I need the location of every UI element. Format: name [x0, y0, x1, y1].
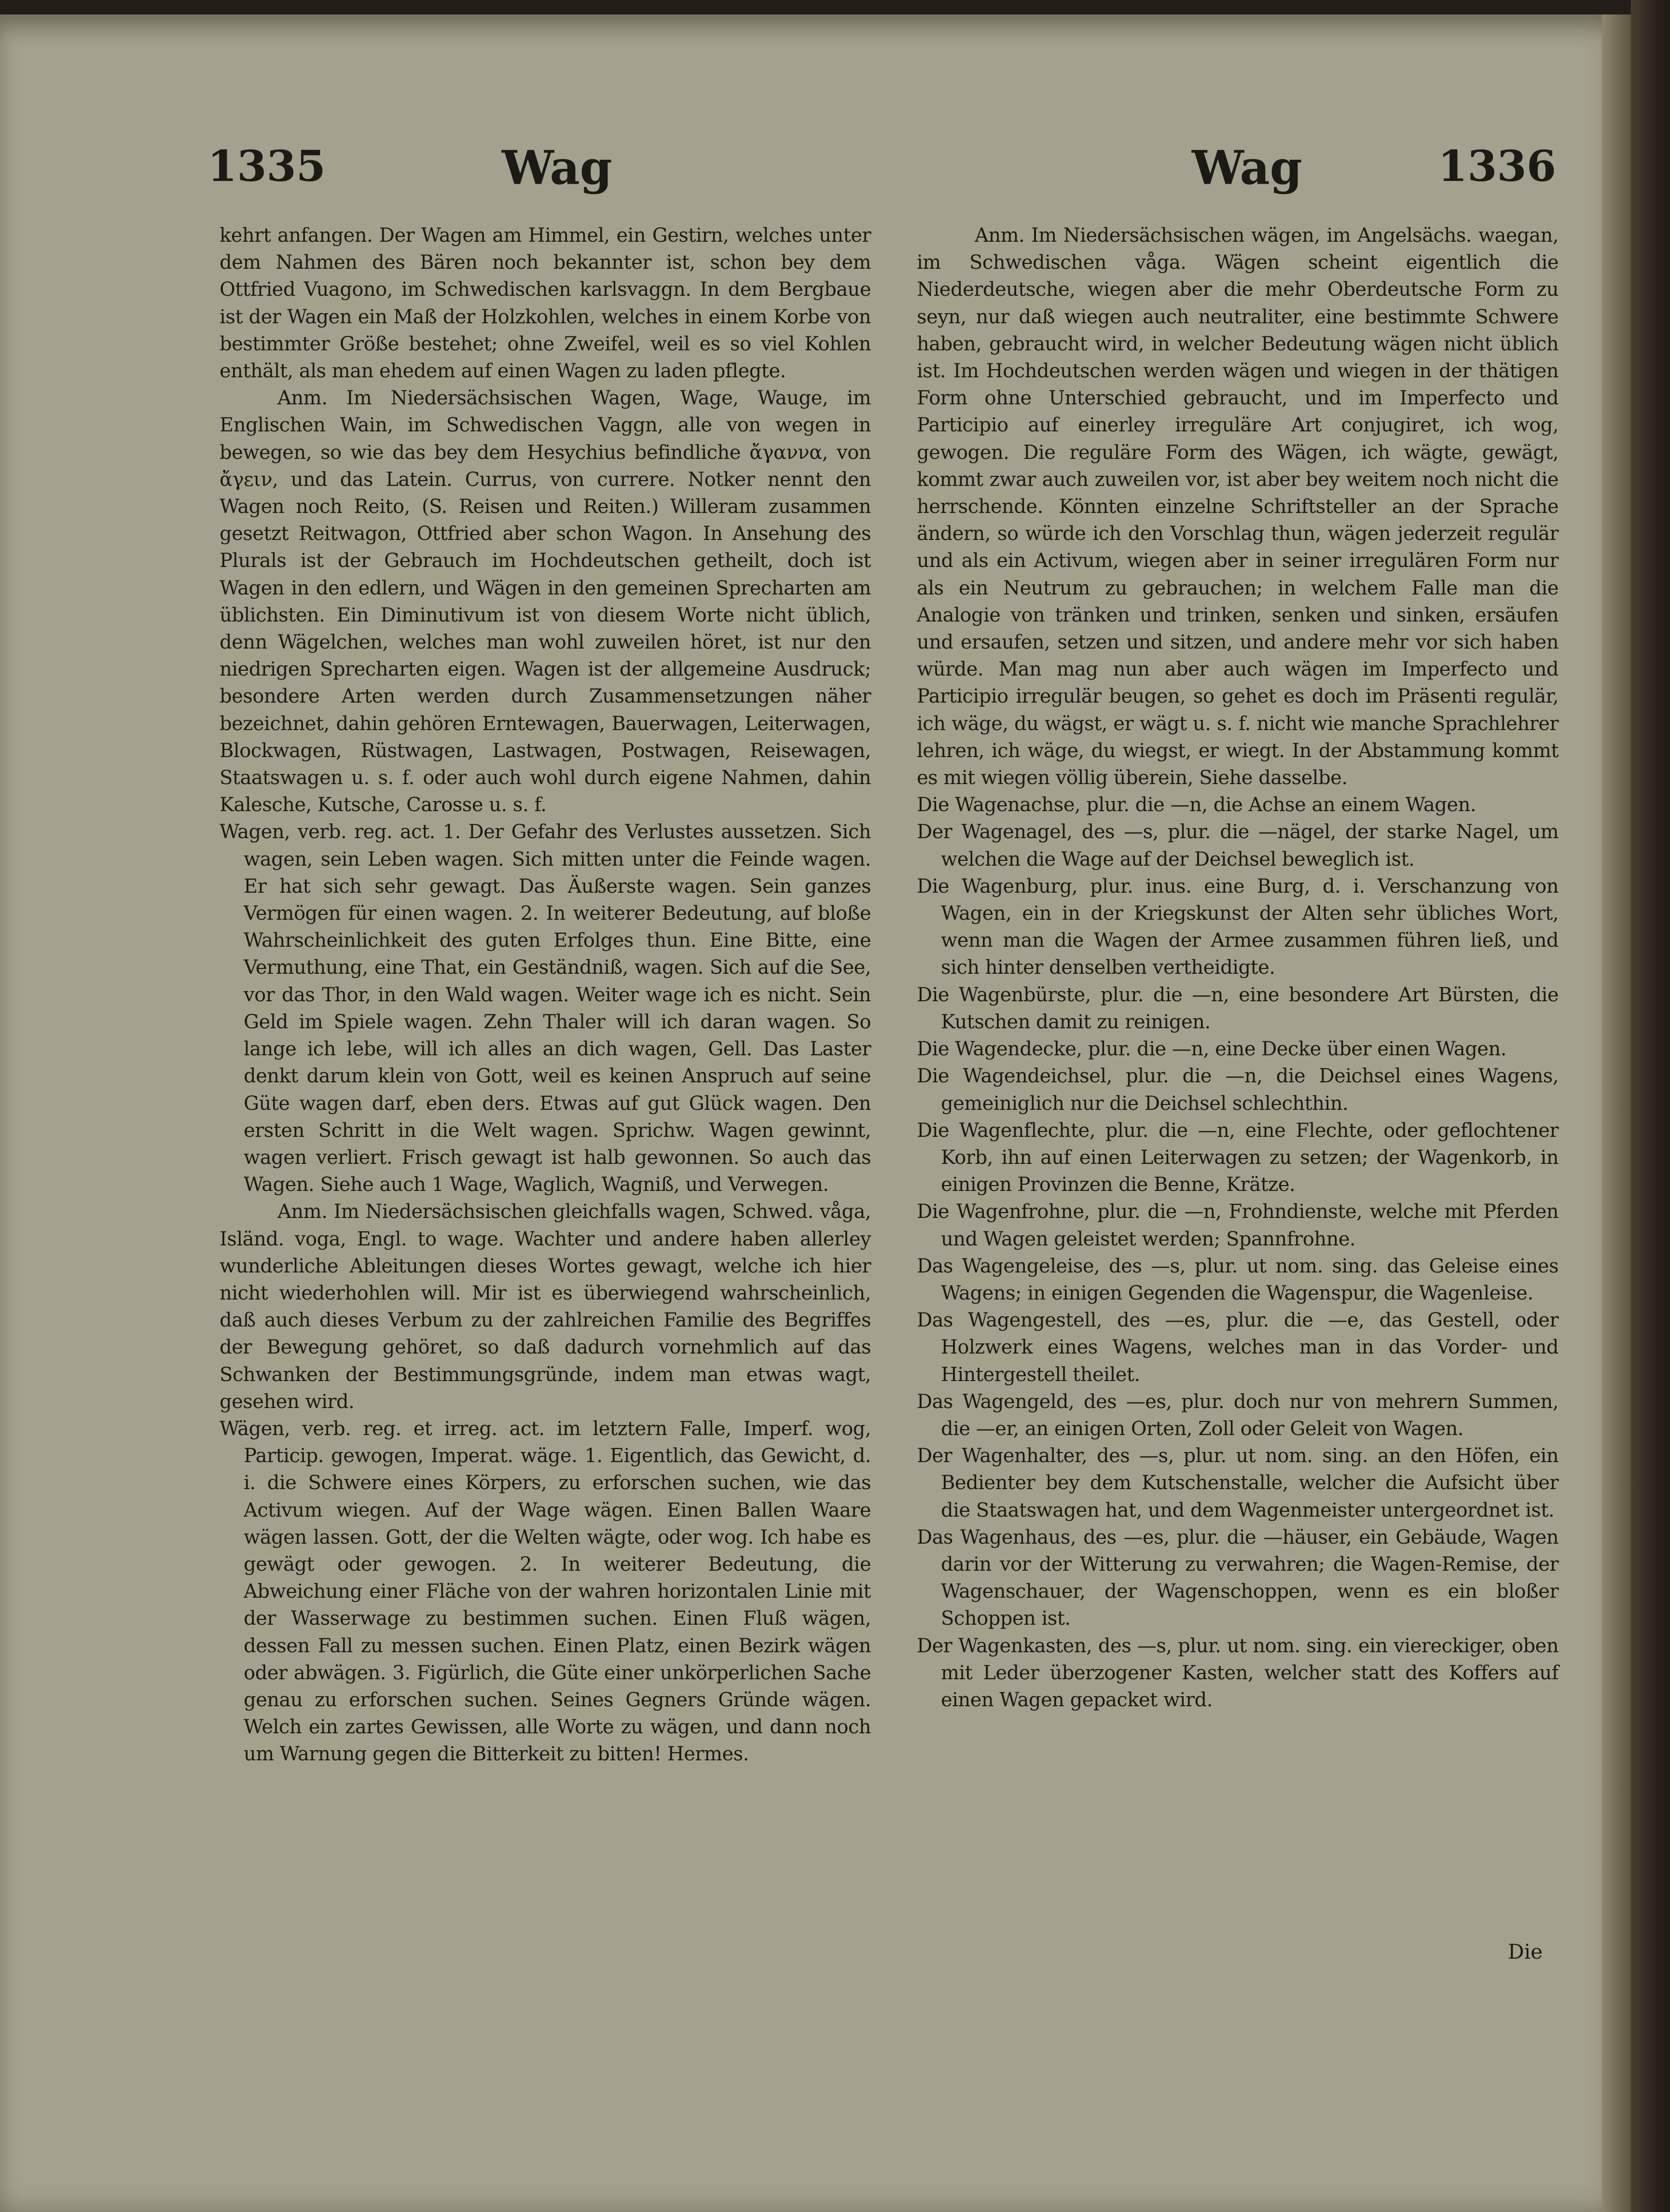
note-wagen-verb: Anm. Im Niedersächsischen gleichfalls wagen, Schwed. våga, Isländ. voga, Engl. to wage. Wachter und andere haben allerley wunderliche Ableitungen dieses Wortes gewagt, welche ich hier nicht wiederhohlen will. Mir ist es überwiegend wahrscheinlich, daß auch dieses Verbum zu der zahlreichen Familie des Begriffes der Bewegung gehöret, so daß dadurch vornehmlich auf das Schwanken der Bestimmungsgründe, indem man etwas wagt, gesehen wird.	[220, 1201, 871, 1413]
page-number-left: 1335	[207, 141, 326, 191]
note-wagen-etymology: Anm. Im Niedersächsischen Wagen, Wage, Wauge, im Englischen Wain, im Schwedischen Vaggn, alle von wegen in bewegen, so wie das bey dem Hesychius befindliche ἄγαννα, von ἄγειν, und das Latein. Currus, von currere. Notker nennt den Wagen noch Reito, (S. Reisen und Reiten.) Willeram zusammen gesetzt Reitwagon, Ottfried aber schon Wagon. In Ansehung des Plurals ist der Gebrauch im Hochdeutschen getheilt, doch ist Wagen in den edlern, und Wägen in den gemeinen Sprecharten am üblichsten. Ein Diminutivum ist von diesem Worte nicht üblich, denn Wägelchen, welches man wohl zuweilen höret, ist nur den niedrigen Sprecharten eigen. Wagen ist der allgemeine Ausdruck; besondere Arten werden durch Zusammensetzungen näher bezeichnet, dahin gehören Erntewagen, Bauerwagen, Leiterwagen, Blockwagen, Rüstwagen, Lastwagen, Postwagen, Reisewagen, Staatswagen u. s. f. oder auch wohl durch eigene Nahmen, dahin Kalesche, Kutsche, Carosse u. s. f.	[220, 387, 871, 816]
page-number-right: 1336	[1438, 141, 1556, 191]
running-head-right: Wag	[1192, 140, 1302, 195]
entry-wagenhalter: Der Wagenhalter, des —s, plur. ut nom. sing. an den Höfen, ein Bedienter bey dem Kutschenstalle, welcher die Aufsicht über die Staatswagen hat, und dem Wagenmeister untergeordnet ist.	[917, 1445, 1559, 1521]
entry-wagenhaus: Das Wagenhaus, des —es, plur. die —häuser, ein Gebäude, Wagen darin vor der Witterung zu verwahren; die Wagen-Remise, der Wagenschauer, der Wagenschoppen, wenn es ein bloßer Schoppen ist.	[917, 1526, 1559, 1630]
entry-waegen-verb: Wägen, verb. reg. et irreg. act. im letztern Falle, Imperf. wog, Particip. gewogen, Imperat. wäge. 1. Eigentlich, das Gewicht, d. i. die Schwere eines Körpers, zu erforschen suchen, wie das Activum wiegen. Auf der Wage wägen. Einen Ballen Waare wägen lassen. Gott, der die Welten wägte, oder wog. Ich habe es gewägt oder gewogen. 2. In weiterer Bedeutung, die Abweichung einer Fläche von der wahren horizontalen Linie mit der Wasserwage zu bestimmen suchen. Einen Fluß wägen, dessen Fall zu messen suchen. Einen Platz, einen Bezirk wägen oder abwägen. 3. Figürlich, die Güte einer unkörperlichen Sache genau zu erforschen suchen. Seines Gegners Gründe wägen. Welch ein zartes Gewissen, alle Worte zu wägen, und dann noch um Warnung gegen die Bitterkeit zu bitten! Hermes.	[220, 1417, 871, 1766]
entry-wagenflechte: Die Wagenflechte, plur. die —n, eine Flechte, oder geflochtener Korb, ihn auf einen Leiterwagen zu setzen; der Wagenkorb, in einigen Provinzen die Benne, Krätze.	[917, 1119, 1559, 1196]
entry-wagengeleise: Das Wagengeleise, des —s, plur. ut nom. sing. das Geleise eines Wagens; in einigen Gegenden die Wagenspur, die Wagenleise.	[917, 1255, 1559, 1304]
entry-wagen-continued: kehrt anfangen. Der Wagen am Himmel, ein Gestirn, welches unter dem Nahmen des Bären noch bekannter ist, schon bey dem Ottfried Vuagono, im Schwedischen karlsvaggn. In dem Bergbaue ist der Wagen ein Maß der Holzkohlen, welches in einem Korbe von bestimmter Größe bestehet; ohne Zweifel, weil es so viel Kohlen enthält, als man ehedem auf einen Wagen zu laden pflegte.	[220, 224, 871, 383]
running-head-left: Wag	[502, 140, 612, 195]
entry-wagenachse: Die Wagenachse, plur. die —n, die Achse an einem Wagen.	[917, 794, 1477, 816]
note-waegen: Anm. Im Niedersächsischen wägen, im Angelsächs. waegan, im Schwedischen våga. Wägen scheint eigentlich die Niederdeutsche, wiegen aber die mehr Oberdeutsche Form zu seyn, nur daß wiegen auch neutraliter, eine bestimmte Schwere haben, gebraucht wird, in welcher Bedeutung wägen nicht üblich ist. Im Hochdeutschen werden wägen und wiegen in der thätigen Form ohne Unterschied gebraucht, und im Imperfecto und Participio auf einerley irreguläre Art conjugiret, ich wog, gewogen. Die reguläre Form des Wägen, ich wägte, gewägt, kommt zwar auch zuweilen vor, ist aber bey weitem noch nicht die herrschende. Könnten einzelne Schriftsteller an der Sprache ändern, so würde ich den Vorschlag thun, wägen jederzeit regulär und als ein Activum, wiegen aber in seiner irregulären Form nur als ein Neutrum zu gebrauchen; in welchem Falle man die Analogie von tränken und trinken, senken und sinken, ersäufen und ersaufen, setzen und sitzen, und andere mehr vor sich haben würde. Man mag nun aber auch wägen im Imperfecto und Participio irregulär beugen, so gehet es doch im Präsenti regulär, ich wäge, du wägst, er wägt u. s. f. nicht wie manche Sprachlehrer lehren, ich wäge, du wiegst, er wiegt. In der Abstammung kommt es mit wiegen völlig überein, Siehe dasselbe.	[917, 224, 1559, 789]
entry-wagenbuerste: Die Wagenbürste, plur. die —n, eine besondere Art Bürsten, die Kutschen damit zu reinigen.	[917, 983, 1559, 1033]
scan-border-right	[1631, 0, 1670, 2212]
entry-wagendecke: Die Wagendecke, plur. die —n, eine Decke über einen Wagen.	[917, 1038, 1506, 1061]
entry-wagenburg: Die Wagenburg, plur. inus. eine Burg, d. i. Verschanzung von Wagen, ein in der Kriegskunst der Alten sehr übliches Wort, wenn man die Wagen der Armee zusammen führen ließ, und sich hinter denselben vertheidigte.	[917, 875, 1559, 979]
entry-wagenagel: Der Wagenagel, des —s, plur. die —nägel, der starke Nagel, um welchen die Wage auf der Deichsel beweglich ist.	[917, 821, 1559, 871]
entry-wagenfrohne: Die Wagenfrohne, plur. die —n, Frohndienste, welche mit Pferden und Wagen geleistet werden; Spannfrohne.	[917, 1201, 1559, 1250]
entry-wagenkasten: Der Wagenkasten, des —s, plur. ut nom. sing. ein viereckiger, oben mit Leder überzogener Kasten, welcher statt des Koffers auf einen Wagen gepacket wird.	[917, 1634, 1559, 1711]
book-page	[0, 14, 1633, 2212]
entry-wagengeld: Das Wagengeld, des —es, plur. doch nur von mehrern Summen, die —er, an einigen Orten, Zoll oder Geleit von Wagen.	[917, 1390, 1559, 1440]
entry-wagendeichsel: Die Wagendeichsel, plur. die —n, die Deichsel eines Wagens, gemeiniglich nur die Deichsel schlechthin.	[917, 1065, 1559, 1115]
entry-wagen-verb: Wagen, verb. reg. act. 1. Der Gefahr des Verlustes aussetzen. Sich wagen, sein Leben wagen. Sich mitten unter die Feinde wagen. Er hat sich sehr gewagt. Das Äußerste wagen. Sein ganzes Vermögen für einen wagen. 2. In weiterer Bedeutung, auf bloße Wahrscheinlichkeit des guten Erfolges thun. Eine Bitte, eine Vermuthung, eine That, ein Geständniß, wagen. Sich auf die See, vor das Thor, in den Wald wagen. Weiter wage ich es nicht. Sein Geld im Spiele wagen. Zehn Thaler will ich daran wagen. So lange ich lebe, will ich alles an dich wagen, Gell. Das Laster denkt darum klein von Gott, weil es keinen Anspruch auf seine Güte wagen darf, eben ders. Etwas auf gut Glück wagen. Den ersten Schritt in die Welt wagen. Sprichw. Wagen gewinnt, wagen verliert. Frisch gewagt ist halb gewonnen. So auch das Wagen. Siehe auch 1 Wage, Waglich, Wagniß, und Verwegen.	[220, 821, 871, 1196]
right-column	[917, 222, 1559, 1714]
left-column	[220, 222, 871, 1768]
page-edge	[1602, 14, 1631, 2212]
entry-wagengestell: Das Wagengestell, des —es, plur. die —e, das Gestell, oder Holzwerk eines Wagens, welches man in das Vorder- und Hintergestell theilet.	[917, 1309, 1559, 1386]
catchword: Die	[1508, 1940, 1543, 1963]
